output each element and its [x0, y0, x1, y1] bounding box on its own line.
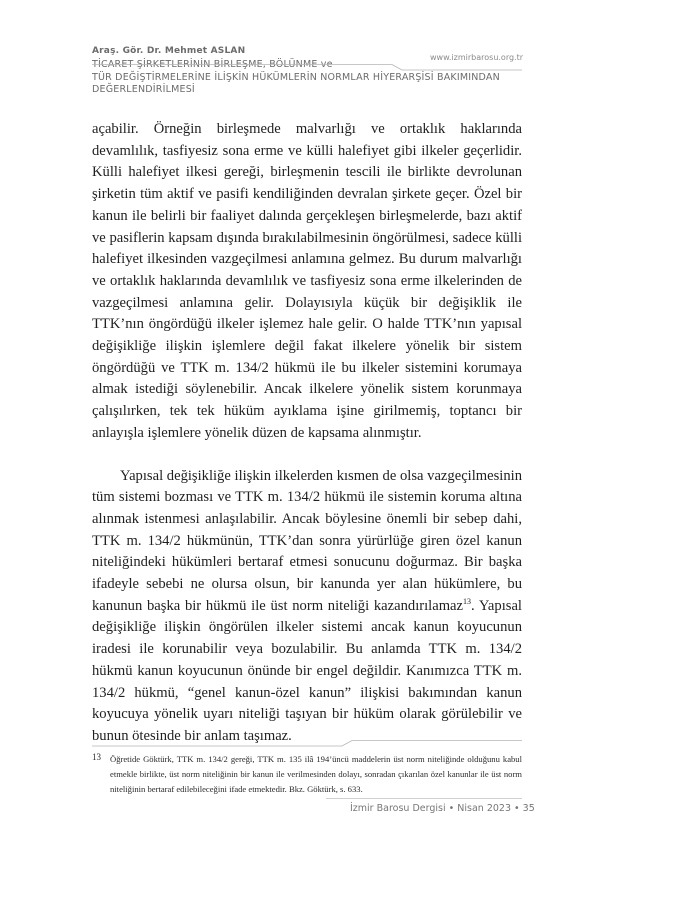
paragraph-2: Yapısal değişikliğe ilişkin ilkelerden kısmen de olsa vazgeçilmesinin tüm sistemi bozması ve TTK m. 134/2 hükmü ile sistemin koruma altına alınmak istenmesi anlaşılabilir. Ancak böylesine önemli bir sebep dahi, TTK m. 134/2 hükmünün, TTK’dan sonra yürürlüğe giren özel kanun niteliğindeki hükümleri bertaraf etmesi sonucunu doğurmaz. Bir başka ifadeyle sebebi ne olursa olsun, bir kanunda yer alan hükümlere, bu kanunun başka bir hükmü ile üst norm niteliği kazandırılamaz$^{13}$. Yapısal değişikliğe ilişkin öngörülen ilkeler sistemi ancak kanun koyucunun iradesi ile korunabilir veya bozulabilir. Bu anlamda TTK m. 134/2 hükmü kanun koyucunun önünde bir engel değildir. Kanımızca TTK m. 134/2 hükmü, “genel kanun-özel kanun” ilişkisi bakımından kanun koyucuya yönelik uyarı niteliği taşıyan bir hüküm olarak görülebilir ve bunun ötesinde bir anlam taşımaz. [92, 467, 522, 744]
article-body [92, 119, 522, 748]
footnote-reference[interactable]: 13 [463, 596, 472, 606]
page-footer [350, 803, 535, 814]
page-number: 35 [522, 803, 535, 814]
bullet-separator: • [514, 803, 523, 814]
article-title-line-1: TİCARET ŞİRKETLERİNİN BİRLEŞME, BÖLÜNME ve [92, 59, 333, 70]
paragraph-2-continuation: Yapısal değişikliğe ilişkin öngörülen ilkeler sistemi ancak kanun koyucunun iradesi ile korunabilir veya bozulabilir. Bu anlamda TTK m. 134/2 hükmü kanun koyucunun önünde bir engel değildir. Kanımızca TTK m. 134/2 hükmü, “genel kanun-özel kanun” ilişkisi bakımından kanun koyucuya yönelik uyarı niteliği taşıyan bir hüküm olarak görülebilir ve bunun ötesinde bir anlam taşımaz. [92, 597, 522, 744]
footnote [92, 752, 522, 797]
website-url: www.izmirbarosu.org.tr [430, 53, 524, 62]
issue-date: Nisan 2023 [457, 803, 511, 814]
journal-name: İzmir Barosu Dergisi [350, 803, 446, 814]
footnote-divider [92, 740, 522, 750]
footnote-text: Öğretide Göktürk, TTK m. 134/2 gereği, TTK m. 135 ilâ 194’üncü maddelerin üst norm niteliğinde olduğunu kabul etmekle birlikte, üst norm niteliğinin bir kanun ile verilmesinden dolayı, sonradan çıkarılan özel kanunlar ile üst norm niteliğinin bertaraf edilebileceğini ifade etmektedir. Bkz. Göktürk, s. 633. [110, 754, 522, 794]
author-name: Araş. Gör. Dr. Mehmet ASLAN [92, 46, 246, 56]
paragraph-1: açabilir. Örneğin birleşmede malvarlığı ve ortaklık haklarında devamlılık, tasfiyesiz sona erme ve külli halefiyet gibi ilkeler geçerlidir. Külli halefiyet ilkesi gereği, birleşmenin tescili ile birlikte devrolunan şirketin tüm aktif ve pasifi kendiliğinden devralan şirkete geçer. Özel bir kanun ile belirli bir faaliyet dalında gerçekleşen birleşmelerde, bazı aktif ve pasiflerin kapsam dışında bırakılabilmesinin öngörülmesi, sadece külli halefiyet ilkesinden vazgeçilmesi anlamına gelmez. Bu durum malvarlığı ve ortaklık haklarında devamlılık ve tasfiyesiz sona erme ilkelerinden de vazgeçilmesi anlamına gelir. Dolayısıyla küçük bir değişiklik ile TTK’nın öngördüğü ilkeler işlemez hale gelir. O halde TTK’nın yapısal değişikliğe ilişkin işlemlere değil fakat ilkelere yönelik bir sistem öngördüğü ve TTK m. 134/2 hükmü ile bu ilkeler sistemini korumaya almak istediği söylenebilir. Ancak ilkelere yönelik sistem korunmaya çalışılırken, tek tek hüküm ayıklama işine girilmemiş, toptancı bir anlayışla işlemlere yönelik düzen de kapsama alınmıştır. [92, 121, 522, 441]
bullet-separator: • [448, 803, 458, 814]
footnote-number: 13 [92, 752, 101, 762]
article-title-line-3: DEĞERLENDİRİLMESİ [92, 84, 195, 95]
article-title-line-2: TÜR DEĞİŞTİRMELERİNE İLİŞKİN HÜKÜMLERİN NORMLAR HİYERARŞİSİ BAKIMINDAN [92, 71, 500, 83]
paragraph-2-text: Yapısal değişikliğe ilişkin ilkelerden kısmen de olsa vazgeçilmesinin tüm sistemi bozması ve TTK m. 134/2 hükmü ile sistemin koruma altına alınmak istenmesi anlaşılabilir. Ancak böylesine önemli bir sebep dahi, TTK m. 134/2 hükmünün, TTK’dan sonra yürürlüğe giren özel kanun niteliğindeki hükümleri bertaraf etmesi sonucunu doğurmaz. Bir başka ifadeyle sebebi ne olursa olsun, bir kanunda yer alan hükümlere, bu kanunun başka bir hükmü ile üst norm niteliği kazandırılamaz [92, 467, 522, 614]
